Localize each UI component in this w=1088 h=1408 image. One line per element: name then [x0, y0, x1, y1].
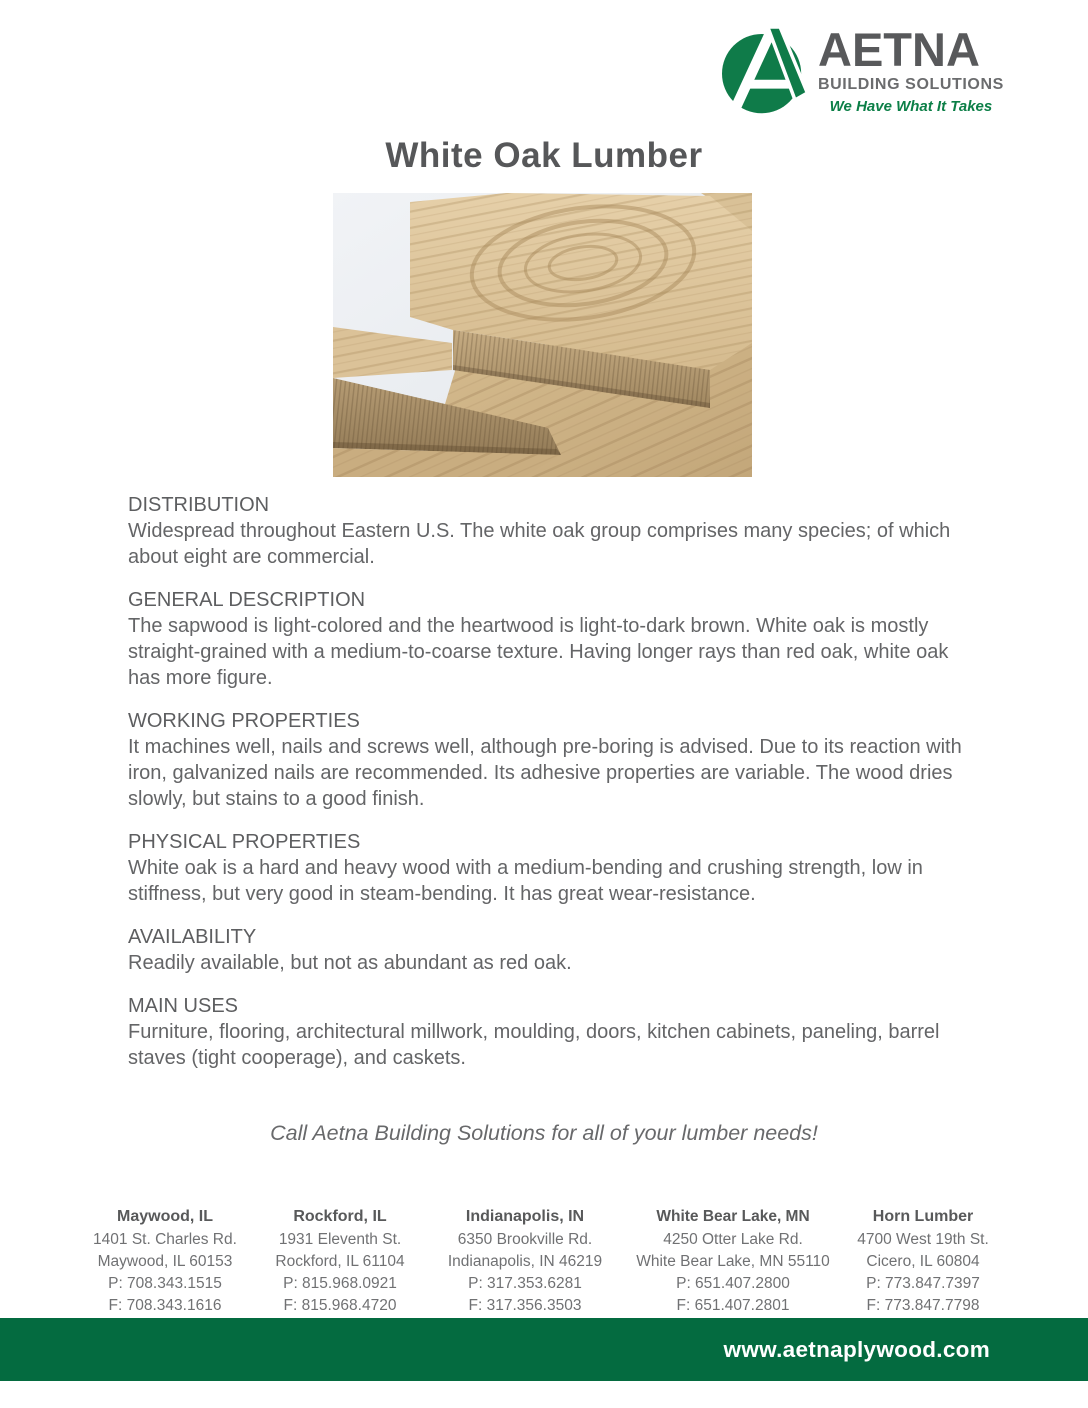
section-working-properties [128, 708, 966, 812]
body-text [128, 492, 966, 1088]
location-phone: P: 651.407.2800 [676, 1275, 790, 1292]
location-fax: F: 317.356.3503 [468, 1297, 582, 1314]
location-fax: F: 708.343.1616 [108, 1297, 222, 1314]
section-heading: AVAILABILITY [128, 926, 257, 948]
location-address1: 1931 Eleventh St. [278, 1231, 402, 1248]
logo-text-block [818, 23, 1004, 115]
location-name: Maywood, IL [117, 1208, 213, 1225]
location-address2: Maywood, IL 60153 [97, 1253, 233, 1270]
location-name: Indianapolis, IN [465, 1208, 585, 1225]
location-address1: 1401 St. Charles Rd. [93, 1231, 237, 1248]
location-address1: 4700 West 19th St. [857, 1231, 989, 1248]
location-phone: P: 317.353.6281 [468, 1275, 582, 1292]
section-body: Readily available, but not as abundant as red oak. [128, 952, 572, 974]
aetna-a-circle-icon [722, 26, 810, 116]
section-heading: MAIN USES [128, 995, 239, 1017]
location-address1: 6350 Brookville Rd. [457, 1231, 593, 1248]
section-heading: GENERAL DESCRIPTION [128, 589, 366, 611]
section-heading: WORKING PROPERTIES [128, 710, 360, 732]
section-distribution [128, 492, 966, 570]
location-fax: F: 773.847.7798 [866, 1297, 980, 1314]
location-white-bear-lake [618, 1206, 848, 1317]
page-title: White Oak Lumber [385, 136, 703, 175]
white-oak-photo [333, 193, 752, 477]
location-address1: 4250 Otter Lake Rd. [663, 1231, 803, 1248]
logo-tagline: We Have What It Takes [829, 98, 993, 115]
location-name: Rockford, IL [293, 1208, 387, 1225]
location-phone: P: 773.847.7397 [866, 1275, 980, 1292]
section-main-uses [128, 993, 966, 1071]
location-address2: Indianapolis, IN 46219 [447, 1253, 603, 1270]
aetna-logo [722, 23, 1004, 116]
section-body: White oak is a hard and heavy wood with a medium-bending and crushing strength, low in stiffness, but very good in steam-bending. It has great wear-resistance. [128, 857, 923, 905]
section-body: The sapwood is light-colored and the heartwood is light-to-dark brown. White oak is mostly straight-grained with a medium-to-coarse texture. Having longer rays than red oak, white oak has more figure. [128, 615, 949, 689]
location-address2: White Bear Lake, MN 55110 [636, 1253, 830, 1270]
location-name: Horn Lumber [872, 1208, 974, 1225]
section-body: It machines well, nails and screws well, although pre-boring is advised. Due to its reaction with iron, galvanized nails are recommended. Its adhesive properties are variable. The wood dries slowly, but stains to a good finish. [128, 736, 962, 810]
section-general-description [128, 587, 966, 691]
location-phone: P: 815.968.0921 [283, 1275, 397, 1292]
location-rockford [240, 1206, 440, 1317]
location-name: White Bear Lake, MN [656, 1208, 810, 1225]
location-address2: Cicero, IL 60804 [866, 1253, 980, 1270]
section-availability [128, 924, 966, 976]
section-physical-properties [128, 829, 966, 907]
logo-subtitle: BUILDING SOLUTIONS [818, 76, 1004, 93]
section-body: Widespread throughout Eastern U.S. The white oak group comprises many species; of which about eight are commercial. [128, 520, 951, 568]
location-horn-lumber [836, 1206, 1010, 1317]
footer-bar [0, 1318, 1088, 1381]
logo-brand-name: AETNA [818, 23, 980, 76]
location-phone: P: 708.343.1515 [108, 1275, 222, 1292]
section-body: Furniture, flooring, architectural millwork, moulding, doors, kitchen cabinets, paneling, barrel staves (tight cooperage), and caskets. [128, 1021, 940, 1069]
location-maywood [65, 1206, 265, 1317]
section-heading: DISTRIBUTION [128, 494, 270, 516]
section-heading: PHYSICAL PROPERTIES [128, 831, 361, 853]
location-indianapolis [418, 1206, 632, 1317]
website-link[interactable]: www.aetnaplywood.com [723, 1337, 990, 1362]
call-to-action: Call Aetna Building Solutions for all of your lumber needs! [270, 1121, 818, 1145]
location-fax: F: 815.968.4720 [283, 1297, 397, 1314]
location-address2: Rockford, IL 61104 [275, 1253, 405, 1270]
location-fax: F: 651.407.2801 [676, 1297, 790, 1314]
